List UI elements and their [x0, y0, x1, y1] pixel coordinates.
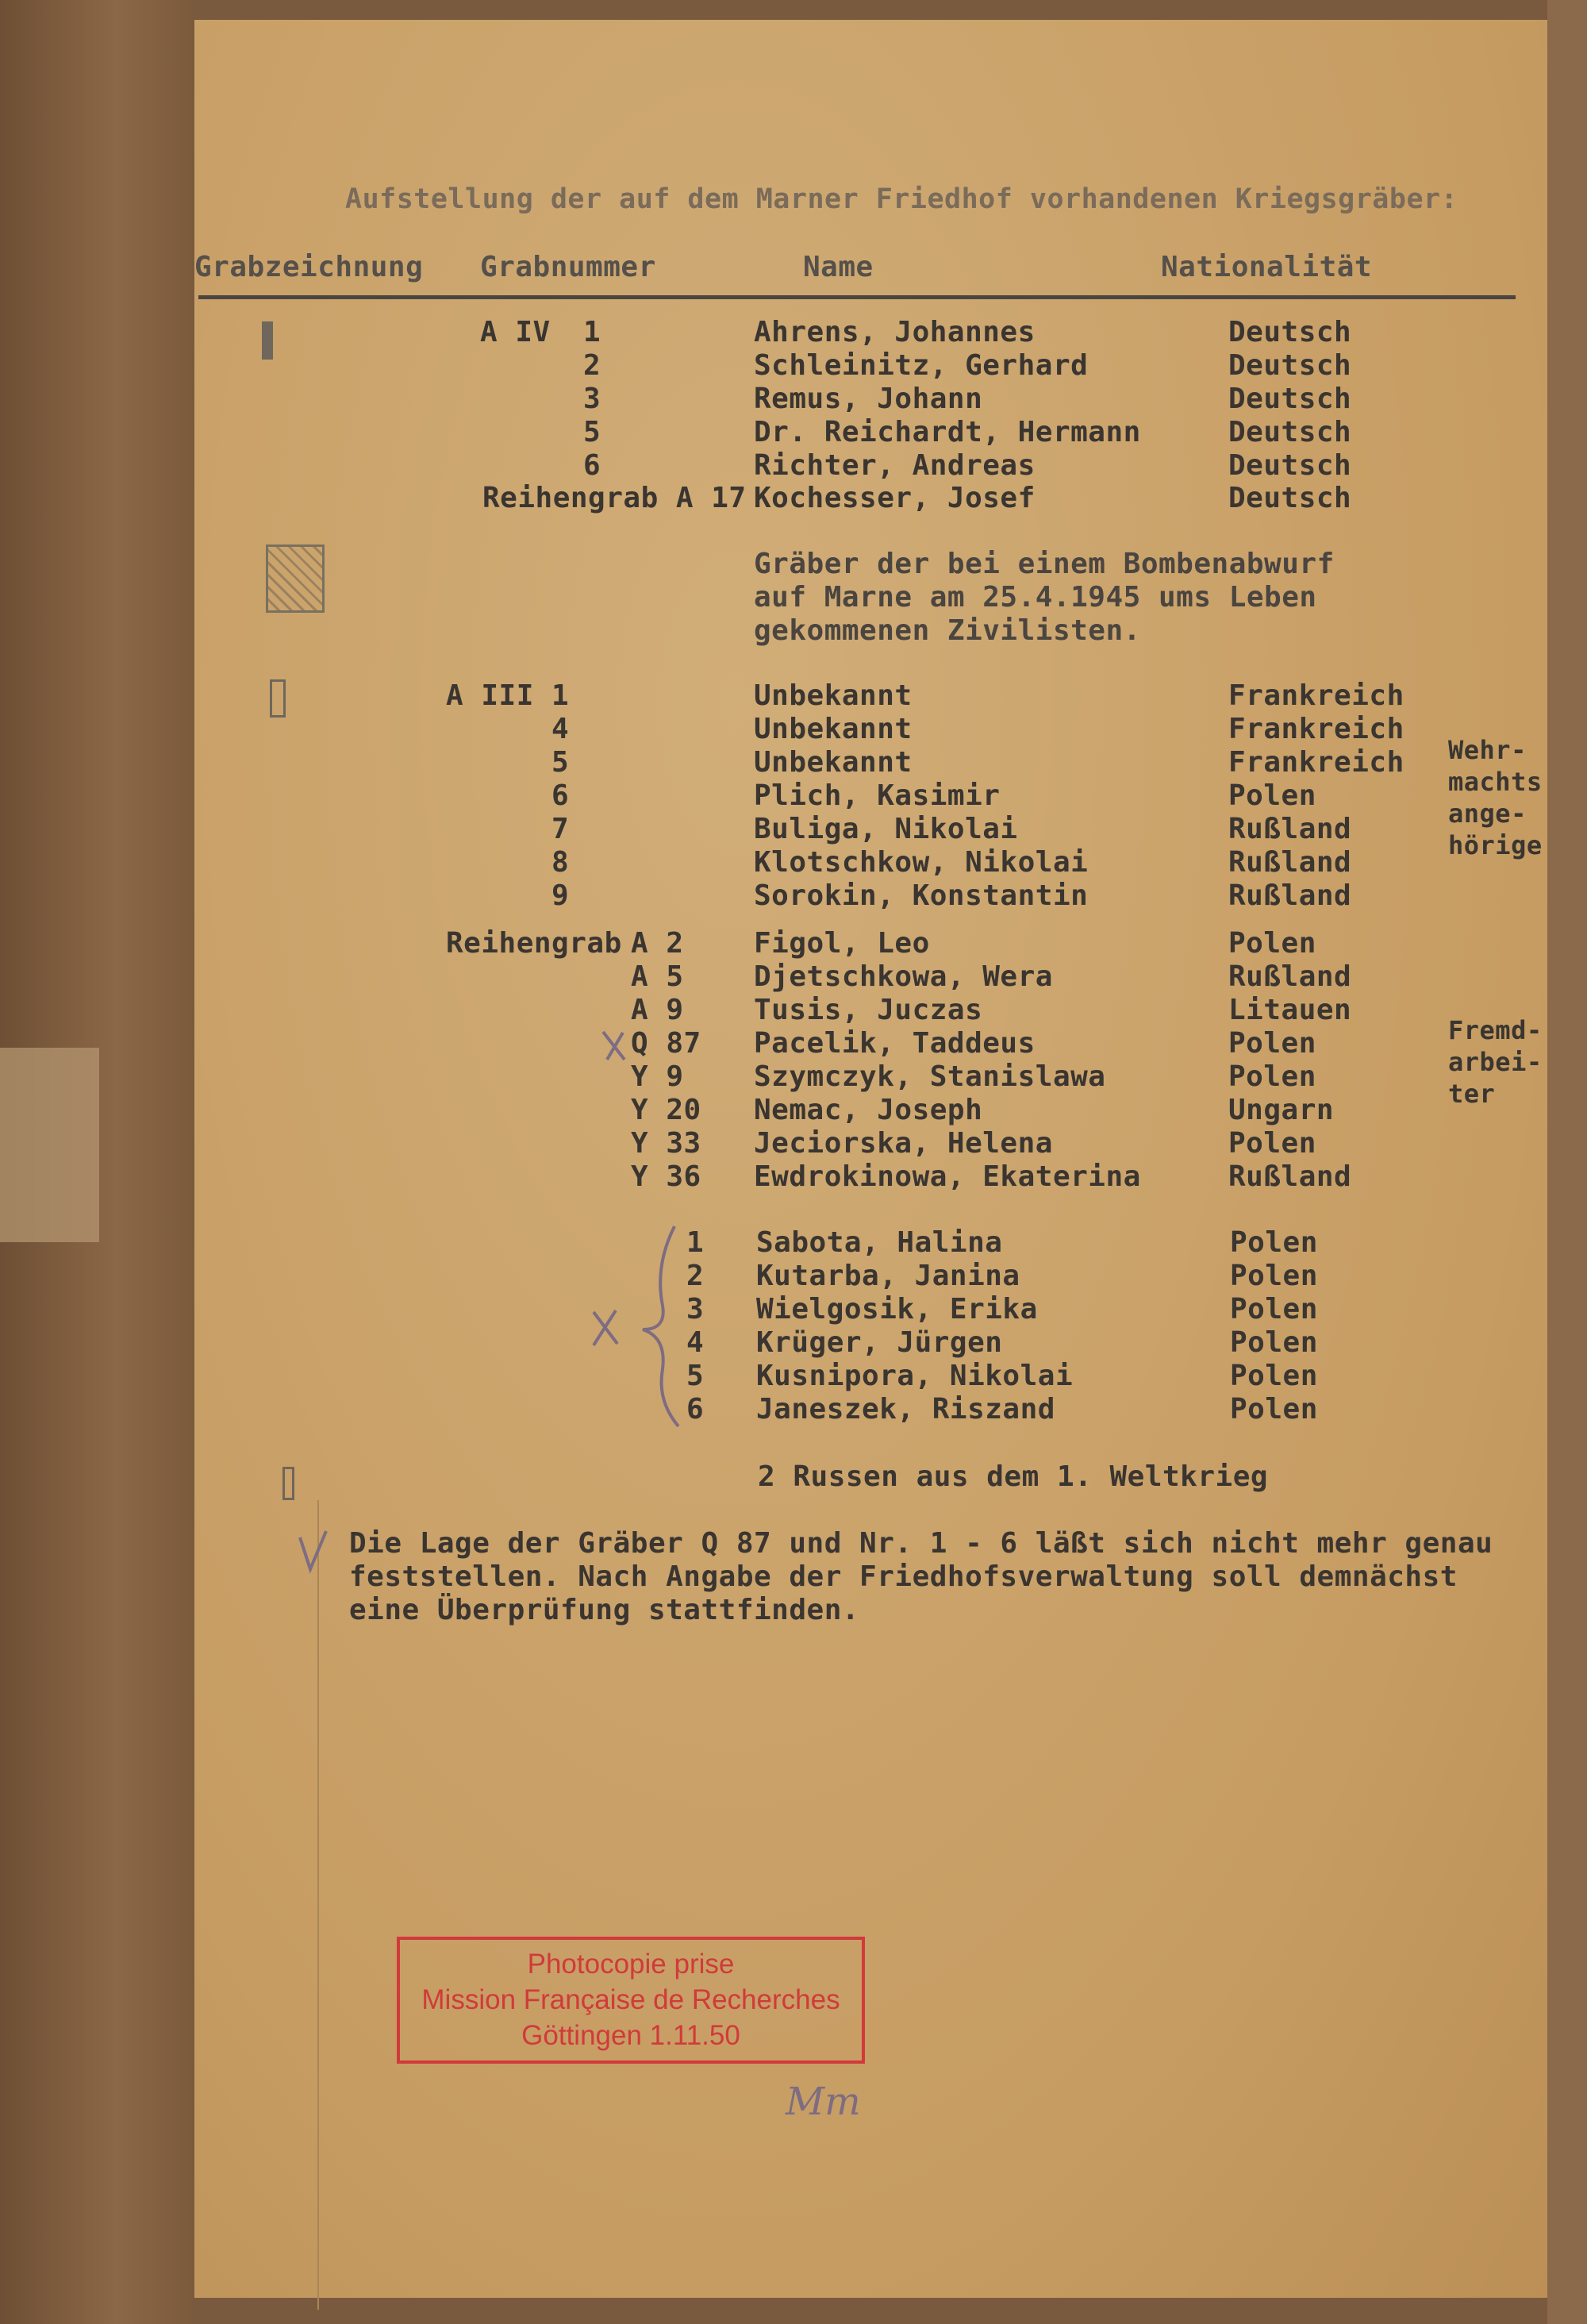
- paper-tab: [0, 1048, 99, 1242]
- grave-name: Schleinitz, Gerhard: [754, 349, 1089, 382]
- grave-number: Y 36: [631, 1160, 701, 1193]
- grave-nationality: Deutsch: [1228, 449, 1352, 482]
- grave-number: Y 20: [631, 1094, 701, 1126]
- grave-number: A 9: [631, 994, 684, 1026]
- grave-name: Janeszek, Riszand: [756, 1393, 1055, 1426]
- margin-note-line: Wehr-: [1448, 735, 1527, 765]
- grave-name: Plich, Kasimir: [754, 779, 1001, 812]
- grave-name: Figol, Leo: [754, 927, 930, 960]
- grave-number: A 5: [631, 960, 684, 993]
- grave-name: Krüger, Jürgen: [756, 1326, 1003, 1359]
- grave-name: Unbekannt: [754, 746, 913, 779]
- grave-nationality: Polen: [1228, 779, 1316, 812]
- grave-nationality: Polen: [1230, 1293, 1318, 1326]
- document-title: Aufstellung der auf dem Marner Friedhof vorhandenen Kriegsgräber:: [345, 183, 1458, 215]
- grave-name: Pacelik, Taddeus: [754, 1027, 1036, 1060]
- grave-nationality: Rußland: [1228, 960, 1352, 993]
- grave-nationality: Polen: [1230, 1360, 1318, 1392]
- handwritten-brace-icon: [587, 1218, 690, 1433]
- footnote-line: Die Lage der Gräber Q 87 und Nr. 1 - 6 läßt sich nicht mehr genau: [349, 1527, 1493, 1560]
- grave-name: Tusis, Juczas: [754, 994, 983, 1026]
- stamp-line: Photocopie prise: [527, 1949, 735, 1980]
- grave-nationality: Polen: [1228, 1060, 1316, 1093]
- grave-name: Ahrens, Johannes: [754, 316, 1036, 348]
- footnote-line: eine Überprüfung stattfinden.: [349, 1594, 860, 1626]
- grave-number: 5: [686, 1360, 705, 1392]
- header-grabnummer: Grabnummer: [480, 251, 656, 283]
- grave-nationality: Polen: [1230, 1226, 1318, 1259]
- grave-nationality: Polen: [1230, 1393, 1318, 1426]
- grave-number: Y 9: [631, 1060, 684, 1093]
- margin-note-line: ange-: [1448, 798, 1527, 829]
- grave-nationality: Rußland: [1228, 879, 1352, 912]
- header-rule: [198, 295, 1516, 299]
- grave-nationality: Litauen: [1228, 994, 1352, 1026]
- reihengrab-label: Reihengrab: [446, 927, 622, 960]
- grave-nationality: Polen: [1228, 1027, 1316, 1060]
- grave-number: 7: [551, 813, 570, 845]
- grave-nationality: Ungarn: [1228, 1094, 1335, 1126]
- grave-nationality: Deutsch: [1228, 316, 1352, 348]
- signature: Mm: [786, 2080, 861, 2124]
- grave-nationality: Rußland: [1228, 846, 1352, 879]
- grave-nationality: Polen: [1228, 1127, 1316, 1160]
- grave-number: 6: [583, 449, 601, 482]
- grave-number: 9: [551, 879, 570, 912]
- grave-number: 8: [551, 846, 570, 879]
- grave-number: A 2: [631, 927, 684, 960]
- grave-number: 3: [583, 383, 601, 415]
- grave-nationality: Polen: [1230, 1326, 1318, 1359]
- grave-number: 2: [583, 349, 601, 382]
- reihengrab-label: Reihengrab A 17: [482, 482, 747, 514]
- grave-number: 1: [583, 316, 601, 348]
- grave-name: Richter, Andreas: [754, 449, 1036, 482]
- right-edge: [1547, 0, 1587, 2324]
- grave-name: Wielgosik, Erika: [756, 1293, 1038, 1326]
- grave-marker-symbol: [282, 1467, 294, 1500]
- grave-number: 4: [551, 713, 570, 745]
- grave-nationality: Frankreich: [1228, 746, 1404, 779]
- grave-number: Y 33: [631, 1127, 701, 1160]
- grave-nationality: Rußland: [1228, 813, 1352, 845]
- section-label: A III: [446, 679, 534, 712]
- stamp-line: Göttingen 1.11.50: [521, 2020, 740, 2051]
- grave-name: Kusnipora, Nikolai: [756, 1360, 1074, 1392]
- grave-nationality: Frankreich: [1228, 713, 1404, 745]
- section-label: A IV: [480, 316, 551, 348]
- photocopy-stamp: [397, 1937, 865, 2064]
- grave-number: 5: [551, 746, 570, 779]
- grave-nationality: Polen: [1230, 1260, 1318, 1292]
- grave-name: Kutarba, Janina: [756, 1260, 1020, 1292]
- margin-note-line: Fremd-: [1448, 1015, 1543, 1045]
- grave-marker-symbol: [270, 679, 286, 718]
- grave-name: Djetschkowa, Wera: [754, 960, 1053, 993]
- grave-nationality: Rußland: [1228, 1160, 1352, 1193]
- grave-nationality: Frankreich: [1228, 679, 1404, 712]
- grave-nationality: Deutsch: [1228, 416, 1352, 448]
- grave-name: Remus, Johann: [754, 383, 983, 415]
- grave-name: Dr. Reichardt, Hermann: [754, 416, 1141, 448]
- grave-number: 2: [686, 1260, 705, 1292]
- grave-number: Q 87: [631, 1027, 701, 1060]
- bomb-note-line: gekommenen Zivilisten.: [754, 614, 1141, 647]
- grave-number: 1: [551, 679, 570, 712]
- grave-name: Nemac, Joseph: [754, 1094, 983, 1126]
- check-mark-icon: [599, 1028, 631, 1064]
- grave-number: 1: [686, 1226, 705, 1259]
- check-mark-icon: [298, 1528, 329, 1576]
- grave-name: Unbekannt: [754, 679, 913, 712]
- grave-name: Buliga, Nikolai: [754, 813, 1018, 845]
- header-grabzeichnung: Grabzeichnung: [194, 251, 424, 283]
- grave-number: 4: [686, 1326, 705, 1359]
- grave-name: Szymczyk, Stanislawa: [754, 1060, 1106, 1093]
- footnote-line: feststellen. Nach Angabe der Friedhofsverwaltung soll demnächst: [349, 1560, 1458, 1593]
- stamp-line: Mission Française de Recherches: [421, 1984, 840, 2015]
- guide-line: [317, 1500, 319, 2310]
- grave-number: 6: [686, 1393, 705, 1426]
- grave-nationality: Deutsch: [1228, 383, 1352, 415]
- grave-number: 5: [583, 416, 601, 448]
- grave-nationality: Polen: [1228, 927, 1316, 960]
- margin-note-line: machts: [1448, 767, 1543, 797]
- hatched-grave-symbol: [266, 544, 325, 613]
- grave-nationality: Deutsch: [1228, 482, 1352, 514]
- grave-marker-symbol: [262, 321, 273, 360]
- grave-number: 3: [686, 1293, 705, 1326]
- grave-name: Unbekannt: [754, 713, 913, 745]
- grave-name: Klotschkow, Nikolai: [754, 846, 1089, 879]
- margin-note-line: ter: [1448, 1079, 1496, 1109]
- russians-note: 2 Russen aus dem 1. Weltkrieg: [758, 1460, 1269, 1493]
- grave-name: Ewdrokinowa, Ekaterina: [754, 1160, 1141, 1193]
- margin-note-line: hörige: [1448, 830, 1543, 860]
- grave-name: Sabota, Halina: [756, 1226, 1003, 1259]
- grave-nationality: Deutsch: [1228, 349, 1352, 382]
- grave-name: Sorokin, Konstantin: [754, 879, 1089, 912]
- margin-note-line: arbei-: [1448, 1047, 1543, 1077]
- bomb-note-line: Gräber der bei einem Bombenabwurf: [754, 548, 1335, 580]
- header-name: Name: [803, 251, 874, 283]
- grave-number: 6: [551, 779, 570, 812]
- header-nationalitaet: Nationalität: [1161, 251, 1373, 283]
- bomb-note-line: auf Marne am 25.4.1945 ums Leben: [754, 581, 1317, 614]
- grave-name: Kochesser, Josef: [754, 482, 1036, 514]
- grave-name: Jeciorska, Helena: [754, 1127, 1053, 1160]
